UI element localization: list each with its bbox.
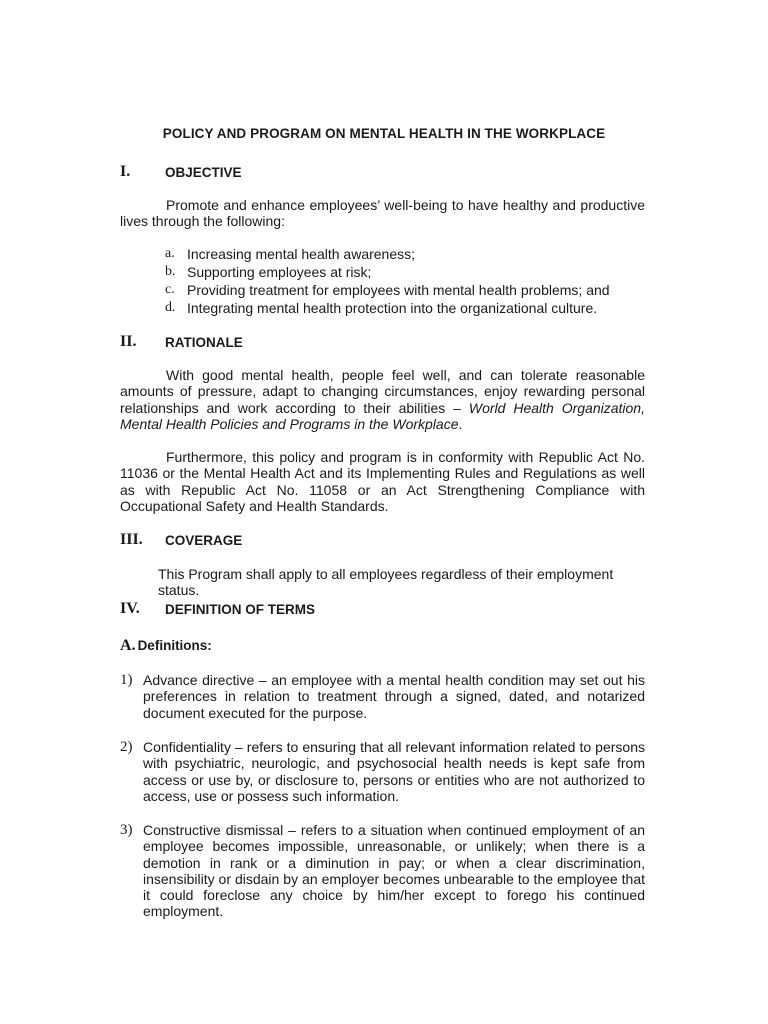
section-definitions-heading: [120, 601, 650, 619]
section-title: COVERAGE: [165, 533, 243, 548]
list-item-text: Providing treatment for employees with mental health problems; and: [187, 282, 610, 298]
section-title: OBJECTIVE: [165, 165, 242, 180]
subheading-title: Definitions:: [137, 638, 212, 653]
definition-item: [120, 739, 645, 804]
definition-item: [120, 672, 645, 721]
definition-marker: 1): [120, 672, 133, 688]
rationale-text: With good mental health, people feel well, and can tolerate reasonable amounts of pressure, adapt to changing circumstances, enjoy rewarding personal relationships and work according to their abilities –: [120, 367, 645, 416]
section-objective-heading: [120, 164, 650, 182]
definition-text: Confidentiality – refers to ensuring that all relevant information related to persons with psychiatric, neurologic, and psychosocial health needs is kept safe from access or use by, or disclosure to, persons or entities who are not authorized to access, use or possess such information.: [143, 739, 645, 804]
section-coverage-heading: [120, 532, 650, 550]
section-number: I.: [120, 163, 131, 180]
list-item-text: Integrating mental health protection into the organizational culture.: [187, 300, 598, 316]
definition-item: [120, 822, 645, 920]
section-rationale-heading: [120, 334, 650, 352]
list-item: [165, 263, 645, 281]
definition-marker: 3): [120, 822, 133, 838]
list-marker: d.: [165, 300, 176, 315]
definition-text: Advance directive – an employee with a mental health condition may set out his preferences in relation to treatment through a signed, dated, and notarized document executed for the purpose.: [143, 672, 645, 721]
definition-marker: 2): [120, 739, 133, 755]
list-item: [165, 281, 645, 299]
rationale-end: .: [458, 415, 463, 432]
objective-list: [165, 245, 645, 317]
section-title: RATIONALE: [165, 335, 243, 350]
coverage-text: This Program shall apply to all employees regardless of their employment status.: [158, 566, 614, 598]
list-item-text: Supporting employees at risk;: [187, 264, 372, 280]
section-number: III.: [120, 531, 143, 548]
list-item-text: Increasing mental health awareness;: [187, 246, 416, 262]
section-number: II.: [120, 333, 137, 350]
section-number: IV.: [120, 600, 140, 617]
section-title: DEFINITION OF TERMS: [165, 602, 315, 617]
list-item: [165, 245, 645, 263]
rationale-conformity-text: Furthermore, this policy and program is in conformity with Republic Act No. 11036 or the Mental Health Act and its Implementing Rules and Regulations as well as with Republic Act No. 11058 or an Act Strengthening Compliance with Occupational Safety and Health Standards.: [120, 449, 645, 514]
rationale-paragraph-1: [120, 367, 645, 432]
rationale-citation: World Health Organization, Mental Health Policies and Programs in the Workplace: [120, 399, 645, 432]
subheading-marker: A.: [120, 637, 136, 654]
rationale-paragraph-2: [120, 449, 645, 514]
definition-text: Constructive dismissal – refers to a situation when continued employment of an employee becomes impossible, unreasonable, or unlikely; when there is a demotion in rank or a diminution in pay; or when a clear discrimination, insensibility or disdain by an employer becomes unbearable to the employee that it could foreclose any choice by him/her except to forego his continued employment.: [143, 822, 645, 920]
objective-intro-text: Promote and enhance employees’ well-being to have healthy and productive lives through the following:: [120, 197, 645, 230]
list-marker: b.: [165, 264, 176, 279]
list-marker: a.: [165, 246, 175, 261]
list-item: [165, 299, 645, 317]
list-marker: c.: [165, 282, 175, 297]
document-title: POLICY AND PROGRAM ON MENTAL HEALTH IN THE WORKPLACE: [162, 126, 606, 141]
definitions-subheading: [120, 637, 420, 654]
objective-intro-paragraph: [120, 197, 645, 230]
